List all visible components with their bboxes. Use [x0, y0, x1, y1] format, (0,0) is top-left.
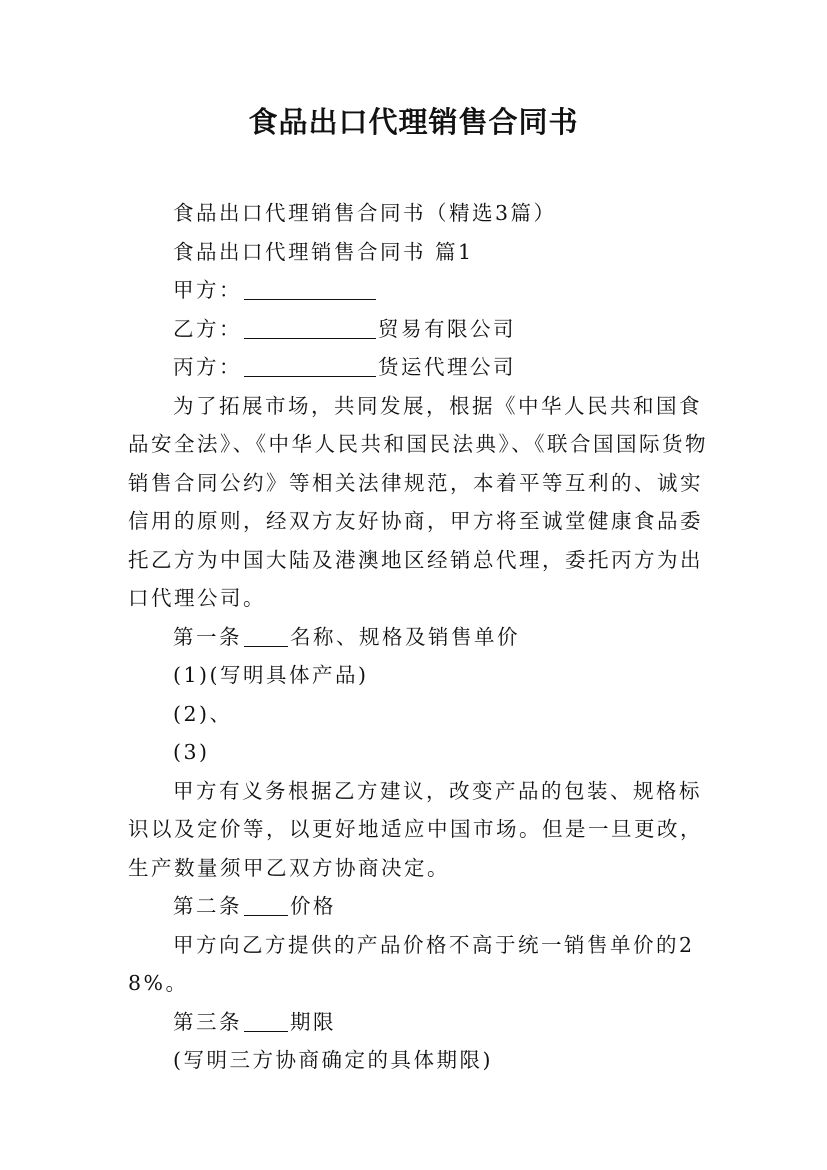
party-a-blank [244, 273, 376, 300]
article3-blank [244, 1005, 288, 1032]
article1-paragraph: 甲方有义务根据乙方建议，改变产品的包装、规格标识以及定价等，以更好地适应中国市场。但是一旦更改，生产数量须甲乙双方协商决定。 [128, 778, 703, 880]
article2-paragraph: 甲方向乙方提供的产品价格不高于统一销售单价的28%。 [128, 932, 695, 995]
article1-title: 名称、规格及销售单价 [290, 624, 520, 649]
article1-item2: (2)、 [173, 701, 233, 726]
party-c-suffix: 货运代理公司 [378, 355, 516, 379]
subtitle: 食品出口代理销售合同书（精选3篇） [173, 201, 557, 225]
party-c-label: 丙方： [173, 355, 242, 379]
article1-blank [244, 620, 288, 647]
article3-title: 期限 [290, 1009, 336, 1034]
party-b-suffix: 贸易有限公司 [378, 316, 516, 341]
party-c-blank [244, 350, 376, 377]
party-a-line [128, 271, 713, 310]
party-b-line [128, 310, 713, 349]
document-title: 食品出口代理销售合同书 [248, 105, 579, 139]
article2-blank [244, 889, 288, 916]
article3-paragraph: (写明三方协商确定的具体期限) [173, 1048, 493, 1072]
intro-paragraph: 为了拓展市场，共同发展，根据《中华人民共和国食品安全法》、《中华人民共和国民法典》、《联合国国际货物销售合同公约》等相关法律规范，本着平等互利的、诚实信用的原则，经双方友好协商，甲方将至诚堂健康食品委托乙方为中国大陆及港澳地区经销总代理，委托丙方为出口代理公司。 [128, 393, 708, 610]
article2-prefix: 第二条 [173, 894, 242, 918]
article1-heading [128, 618, 713, 657]
article1-prefix: 第一条 [173, 624, 242, 649]
article3-heading [128, 1003, 713, 1042]
party-b-label: 乙方： [173, 316, 242, 341]
article2-title: 价格 [290, 894, 336, 918]
article2-heading [128, 887, 713, 926]
document-body [128, 194, 713, 1080]
article1-item3: (3) [173, 740, 210, 764]
party-b-blank [244, 312, 376, 339]
article3-prefix: 第三条 [173, 1009, 242, 1034]
article1-item1: (1)(写明具体产品) [173, 663, 369, 687]
party-a-label: 甲方： [173, 278, 242, 302]
section-heading: 食品出口代理销售合同书 篇1 [173, 239, 474, 264]
party-c-line [128, 348, 713, 387]
